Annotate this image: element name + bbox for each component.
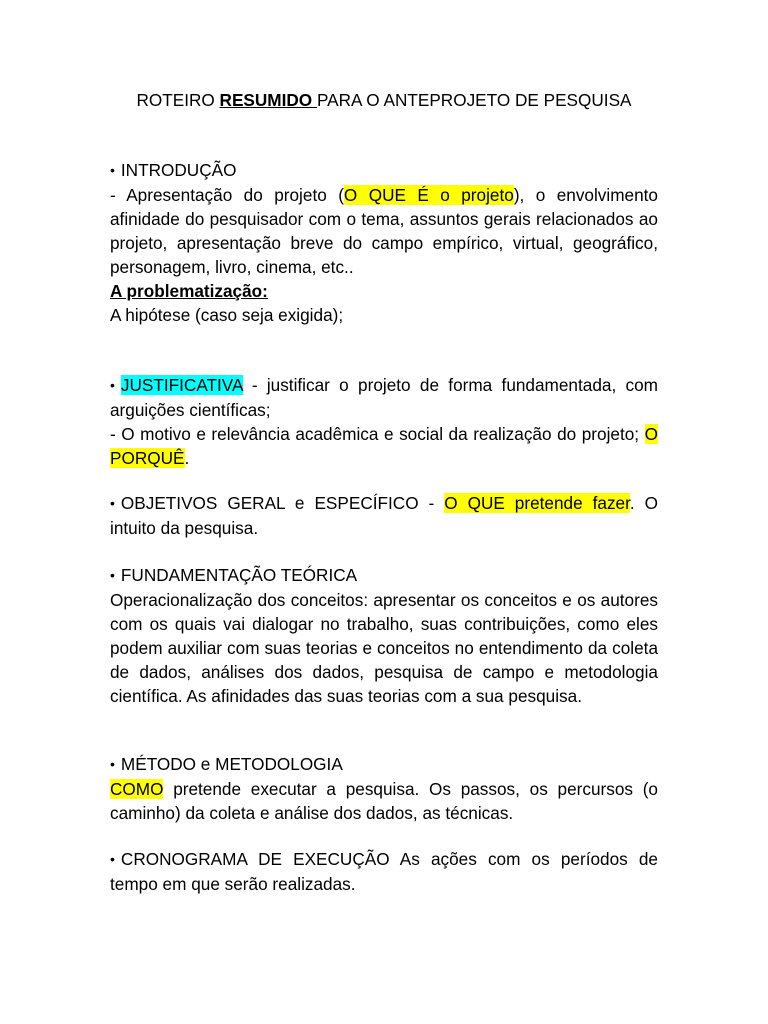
bullet-icon: • <box>110 377 115 393</box>
bullet-icon: • <box>110 756 115 772</box>
justificativa-line2: - O motivo e relevância acadêmica e social da realização do projeto; O PORQUÊ. <box>110 424 658 468</box>
objetivos-paragraph: • OBJETIVOS GERAL e ESPECÍFICO - O QUE pretende fazer. O intuito da pesquisa. <box>110 493 658 538</box>
document-title <box>0 88 768 112</box>
introducao-heading: • INTRODUÇÃO <box>110 160 237 180</box>
section-justificativa <box>110 373 658 470</box>
introducao-paragraph: - Apresentação do projeto (O QUE É o projeto), o envolvimento afinidade do pesquisador com o tema, assuntos gerais relacionados ao projeto, apresentação breve do campo empírico, virtual, geográfico, personagem, livro, cinema, etc.. <box>110 185 658 277</box>
bullet-icon: • <box>110 162 115 178</box>
metodo-heading: • MÉTODO e METODOLOGIA <box>110 754 343 774</box>
title-part2: PARA O ANTEPROJETO DE PESQUISA <box>316 90 632 110</box>
section-metodo <box>110 752 658 825</box>
problematizacao-heading: A problematização: <box>110 281 268 301</box>
highlight-o-que-pretende: O QUE pretende fazer <box>444 493 630 513</box>
fundamentacao-paragraph: Operacionalização dos conceitos: apresentar os conceitos e os autores com os quais vai dialogar no trabalho, suas contribuições, como eles podem auxiliar com suas teorias e conceitos no entendimento da coleta de dados, análises dos dados, pesquisa de campo e metodologia científica. As afinidades das suas teorias com a sua pesquisa. <box>110 590 658 706</box>
section-fundamentacao <box>110 563 658 708</box>
title-part1: ROTEIRO <box>136 90 220 110</box>
bullet-icon: • <box>110 851 115 867</box>
title-emphasis: RESUMIDO <box>219 90 317 110</box>
bullet-icon: • <box>110 495 115 511</box>
fundamentacao-heading: • FUNDAMENTAÇÃO TEÓRICA <box>110 565 358 585</box>
section-cronograma <box>110 847 658 896</box>
cronograma-paragraph: • CRONOGRAMA DE EXECUÇÃO As ações com os períodos de tempo em que serão realizadas. <box>110 849 658 894</box>
highlight-o-porque: O PORQUÊ <box>110 424 658 468</box>
metodo-paragraph: COMO pretende executar a pesquisa. Os passos, os percursos (o caminho) da coleta e análise dos dados, as técnicas. <box>110 779 658 823</box>
hipotese-line: A hipótese (caso seja exigida); <box>110 305 344 325</box>
section-introducao <box>110 158 658 327</box>
section-objetivos <box>110 491 658 540</box>
justificativa-line1: • JUSTIFICATIVA - justificar o projeto de forma fundamentada, com arguições científicas; <box>110 375 658 420</box>
highlight-o-que-e: O QUE É o projeto <box>343 185 514 205</box>
highlight-como: COMO <box>110 779 164 799</box>
bullet-icon: • <box>110 567 115 583</box>
highlight-justificativa: JUSTIFICATIVA <box>120 375 243 395</box>
